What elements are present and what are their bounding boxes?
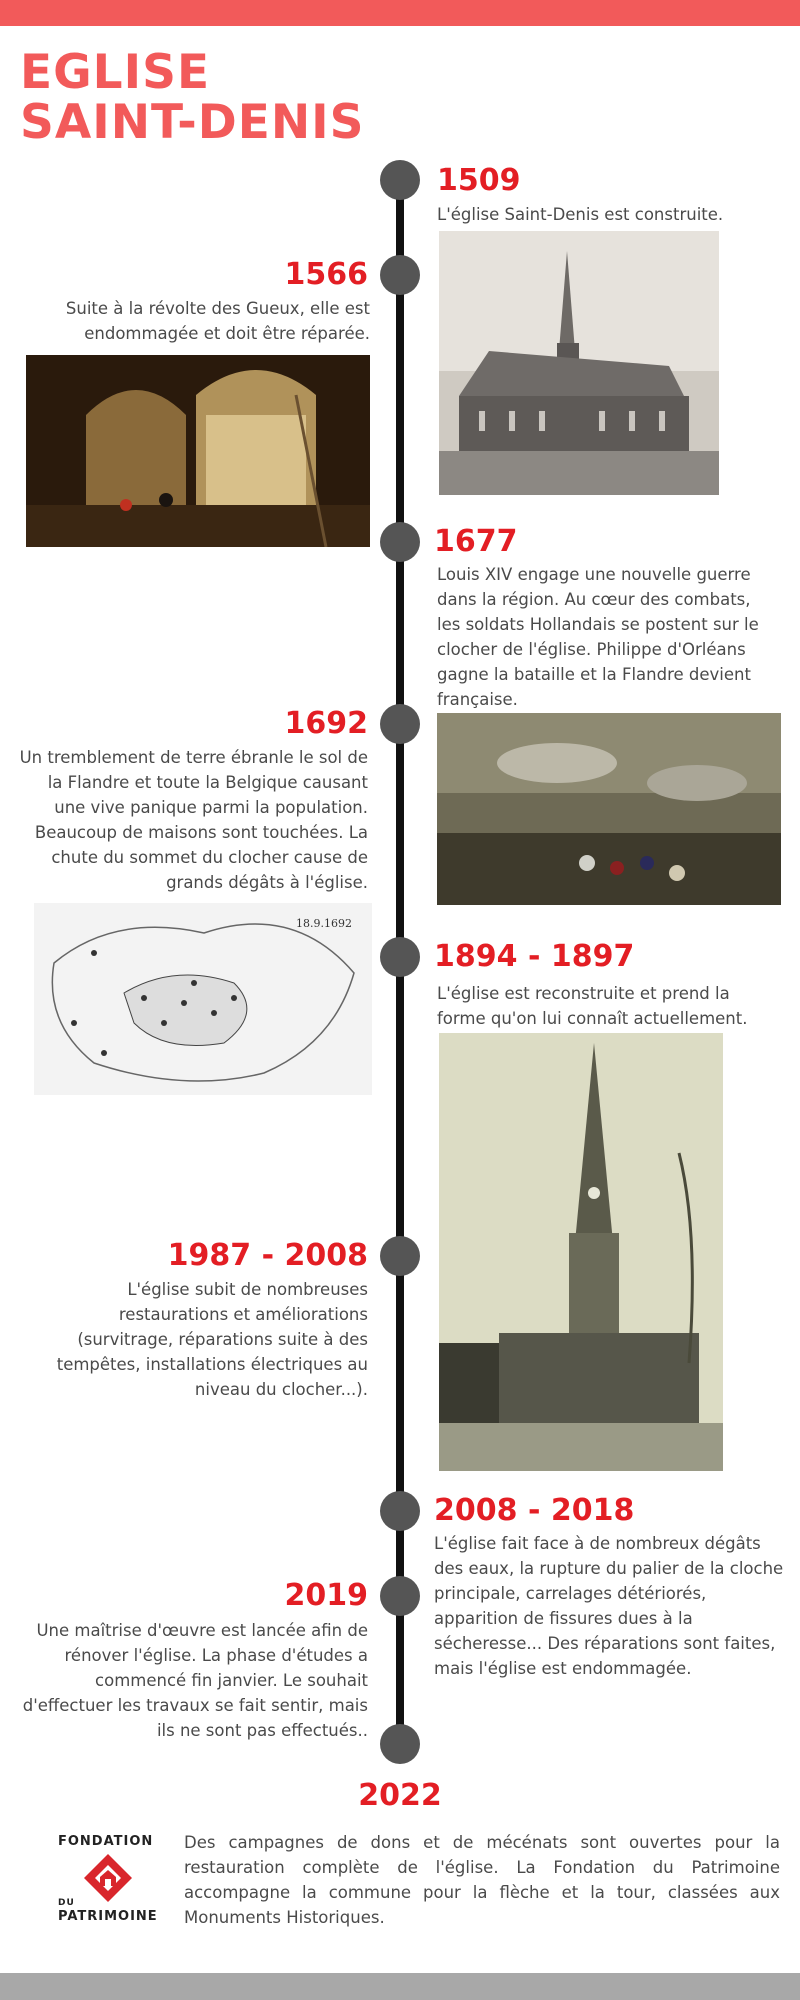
logo-word-du: DU — [58, 1898, 75, 1908]
timeline-dot-1509 — [380, 160, 420, 200]
event-year-1692: 1692 — [284, 706, 368, 741]
timeline-dot-1894 — [380, 937, 420, 977]
event-year-2019: 2019 — [284, 1578, 368, 1613]
event-text-1566: Suite à la révolte des Gueux, elle est endommagée et doit être réparée. — [65, 299, 370, 343]
timeline-dot-1987 — [380, 1236, 420, 1276]
battle-painting-1677 — [437, 713, 781, 905]
event-text-1692: Un tremblement de terre ébranle le sol de la Flandre et toute la Belgique causant une vive panique parmi la population. Beaucoup de maisons sont touchées. La chute du sommet du clocher cause de grands dégâts à l'église. — [19, 748, 368, 892]
bottom-footer-bar — [0, 1973, 800, 2000]
timeline-dot-2019 — [380, 1576, 420, 1616]
page-title-line-1: EGLISE — [20, 45, 211, 100]
timeline-dot-1692 — [380, 704, 420, 744]
final-year-2022: 2022 — [358, 1778, 442, 1813]
map-date-label: 18.9.1692 — [296, 917, 352, 930]
page-title-line-2: SAINT-DENIS — [20, 95, 365, 150]
event-text-1894-1897: L'église est reconstruite et prend la forme qu'on lui connaît actuellement. — [437, 984, 748, 1028]
event-text-2019: Une maîtrise d'œuvre est lancée afin de rénover l'église. La phase d'études a commencé fin janvier. Le souhait d'effectuer les travaux se fait sentir, mais ils ne sont pas effectués.. — [22, 1621, 368, 1740]
event-year-1566: 1566 — [284, 257, 368, 292]
fondation-patrimoine-logo — [56, 1834, 160, 1926]
church-photo-1509 — [439, 231, 719, 495]
event-year-2008-2018: 2008 - 2018 — [434, 1493, 635, 1528]
church-tower-postcard-1894 — [439, 1033, 723, 1471]
event-year-1894-1897: 1894 - 1897 — [434, 939, 635, 974]
event-year-1509: 1509 — [437, 163, 521, 198]
event-year-1987-2008: 1987 - 2008 — [167, 1238, 368, 1273]
timeline-dot-1677 — [380, 522, 420, 562]
house-diamond-icon — [82, 1852, 134, 1904]
event-text-1987-2008: L'église subit de nombreuses restaurations et améliorations (survitrage, réparations suite à des tempêtes, installations électriques au niveau du clocher...). — [56, 1280, 368, 1399]
church-interior-painting-1566 — [26, 355, 370, 547]
timeline-dot-1566 — [380, 255, 420, 295]
final-text-2022: Des campagnes de dons et de mécénats sont ouvertes pour la restauration complète de l'église. La Fondation du Patrimoine accompagne la commune pour la flèche et la tour, classées aux Monuments Historiques. — [184, 1833, 780, 1927]
event-text-2008-2018: L'église fait face à de nombreux dégâts des eaux, la rupture du palier de la cloche principale, carrelages détériorés, apparition de fissures dues à la sécheresse... Des réparations sont faites, mais l'église est endommagée. — [434, 1534, 784, 1678]
earthquake-map-1692 — [34, 903, 372, 1095]
logo-word-patrimoine: PATRIMOINE — [58, 1909, 158, 1924]
event-text-1509: L'église Saint-Denis est construite. — [437, 205, 724, 224]
timeline-dot-2022 — [380, 1724, 420, 1764]
event-year-1677: 1677 — [434, 524, 518, 559]
top-accent-bar — [0, 0, 800, 26]
logo-word-fondation: FONDATION — [58, 1834, 154, 1849]
timeline-dot-2008 — [380, 1491, 420, 1531]
event-text-1677: Louis XIV engage une nouvelle guerre dans la région. Au cœur des combats, les soldats Hollandais se postent sur le clocher de l'église. Philippe d'Orléans gagne la bataille et la Flandre devient française. — [437, 565, 759, 709]
